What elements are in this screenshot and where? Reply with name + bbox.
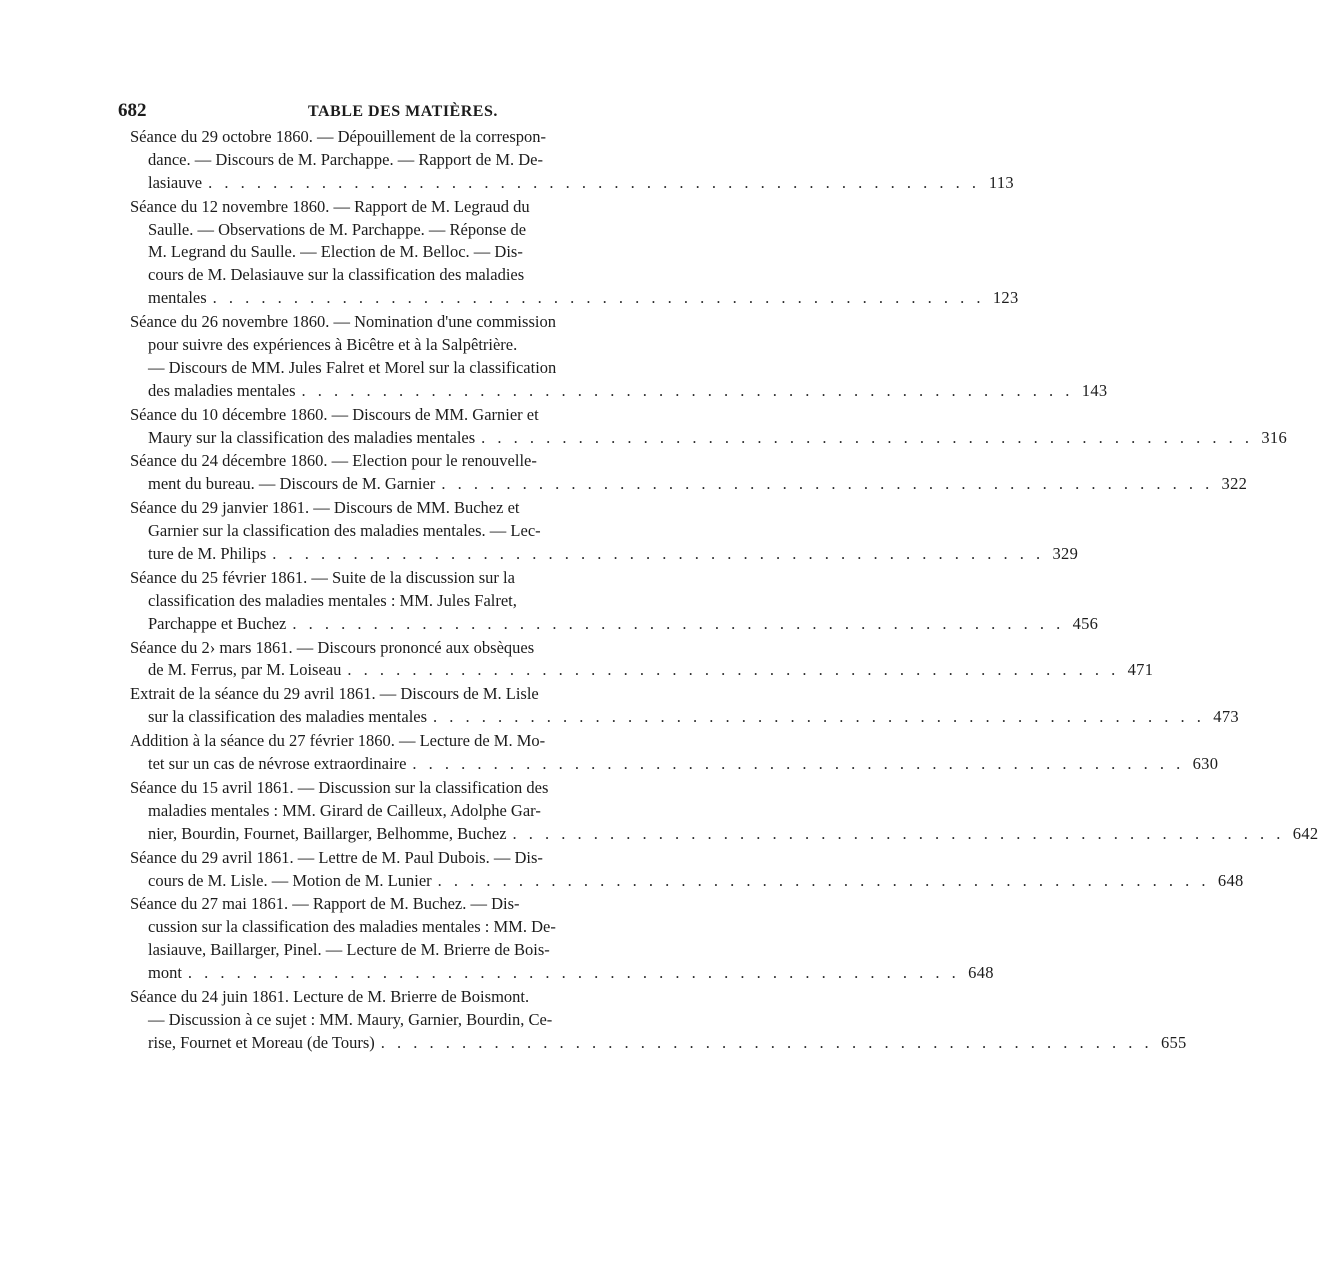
table-of-contents: [130, 126, 1318, 1056]
toc-page-number: 113: [988, 172, 1014, 192]
toc-page-number: 471: [1127, 660, 1154, 680]
dot-leader: . . . . . . . . . . . . . . . . . . . . . . . . . . . . . . . . . . . . . . . . . . . . . . . .: [512, 823, 1285, 843]
toc-entry-line: Extrait de la séance du 29 avril 1861. — Discours de M. Lisle: [130, 684, 539, 704]
dot-leader: . . . . . . . . . . . . . . . . . . . . . . . . . . . . . . . . . . . . . . . . . . . . . . . .: [212, 288, 985, 308]
toc-entry-text: Maury sur la classification des maladies mentales: [148, 427, 476, 447]
toc-entry-text: lasiauve: [148, 172, 203, 192]
toc-page-number: 456: [1072, 613, 1099, 633]
toc-entry-line: cours de M. Delasiauve sur la classification des maladies: [148, 265, 525, 285]
toc-entry-text: de M. Ferrus, par M. Loiseau: [148, 660, 342, 680]
dot-leader: . . . . . . . . . . . . . . . . . . . . . . . . . . . . . . . . . . . . . . . . . . . . . . . .: [347, 660, 1120, 680]
toc-entry-line: Séance du 29 avril 1861. — Lettre de M. Paul Dubois. — Dis-: [130, 847, 543, 867]
toc-entry-line: Séance du 29 octobre 1860. — Dépouillement de la correspon-: [130, 127, 547, 146]
toc-entry-line: Saulle. — Observations de M. Parchappe. — Réponse de: [148, 219, 527, 239]
toc-entry-last-line: [130, 823, 1318, 846]
toc-entry-line: M. Legrand du Saulle. — Election de M. Belloc. — Dis-: [148, 242, 523, 262]
toc-entry-last-line: [130, 1032, 1187, 1055]
toc-entry-line: cussion sur la classification des maladies mentales : MM. De-: [148, 917, 556, 937]
toc-entry: [130, 847, 1244, 893]
toc-entry: [130, 986, 1187, 1055]
toc-entry-text: mentales: [148, 288, 207, 308]
toc-entry-text: ture de M. Philips: [148, 544, 267, 564]
toc-entry-last-line: [130, 962, 994, 985]
toc-entry-line: classification des maladies mentales : MM. Jules Falret,: [148, 590, 517, 610]
toc-entry-text: cours de M. Lisle. — Motion de M. Lunier: [148, 870, 432, 890]
toc-entry-line: Séance du 24 juin 1861. Lecture de M. Brierre de Boismont.: [130, 986, 530, 1006]
toc-entry-line: dance. — Discours de M. Parchappe. — Rapport de M. De-: [148, 149, 543, 169]
toc-entry-text: Parchappe et Buchez: [148, 613, 287, 633]
toc-entry-line: — Discussion à ce sujet : MM. Maury, Garnier, Bourdin, Ce-: [148, 1009, 553, 1029]
running-title: TABLE DES MATIÈRES.: [308, 103, 498, 120]
toc-page-number: 322: [1221, 474, 1248, 494]
toc-page-number: 655: [1160, 1032, 1187, 1052]
dot-leader: . . . . . . . . . . . . . . . . . . . . . . . . . . . . . . . . . . . . . . . . . . . . . . . .: [380, 1032, 1153, 1052]
toc-entry-last-line: [130, 659, 1154, 682]
dot-leader: . . . . . . . . . . . . . . . . . . . . . . . . . . . . . . . . . . . . . . . . . . . . . . . .: [441, 474, 1214, 494]
toc-page-number: 316: [1261, 427, 1288, 447]
toc-entry-line: Séance du 24 décembre 1860. — Election pour le renouvelle-: [130, 451, 537, 471]
toc-entry: [130, 567, 1099, 636]
toc-entry-line: Séance du 12 novembre 1860. — Rapport de M. Legraud du: [130, 196, 530, 216]
toc-entry-last-line: [130, 870, 1244, 893]
toc-entry-line: — Discours de MM. Jules Falret et Morel sur la classification: [148, 357, 557, 377]
toc-entry: [130, 730, 1219, 776]
dot-leader: . . . . . . . . . . . . . . . . . . . . . . . . . . . . . . . . . . . . . . . . . . . . . . . .: [208, 172, 980, 192]
toc-entry-line: Garnier sur la classification des maladies mentales. — Lec-: [148, 521, 541, 541]
dot-leader: . . . . . . . . . . . . . . . . . . . . . . . . . . . . . . . . . . . . . . . . . . . . . . . .: [433, 707, 1205, 727]
toc-entry-text: des maladies mentales: [148, 380, 296, 400]
toc-entry-last-line: [130, 613, 1099, 636]
dot-leader: . . . . . . . . . . . . . . . . . . . . . . . . . . . . . . . . . . . . . . . . . . . . . . . .: [412, 754, 1185, 774]
toc-page-number: 630: [1192, 754, 1219, 774]
toc-entry: [130, 126, 1014, 195]
dot-leader: . . . . . . . . . . . . . . . . . . . . . . . . . . . . . . . . . . . . . . . . . . . . . . . .: [481, 427, 1254, 447]
toc-entry-line: Séance du 29 janvier 1861. — Discours de MM. Buchez et: [130, 498, 520, 518]
toc-entry: [130, 893, 994, 985]
toc-entry: [130, 777, 1318, 846]
toc-entry-line: Séance du 26 novembre 1860. — Nomination d'une commission: [130, 312, 556, 332]
toc-entry-text: mont: [148, 963, 182, 983]
toc-entry-line: Séance du 10 décembre 1860. — Discours de MM. Garnier et: [130, 404, 539, 424]
toc-page-number: 642: [1292, 823, 1318, 843]
toc-page-number: 329: [1052, 544, 1079, 564]
toc-entry-last-line: [130, 753, 1219, 776]
toc-page-number: 648: [968, 963, 994, 983]
toc-entry-text: tet sur un cas de névrose extraordinaire: [148, 754, 407, 774]
toc-entry-line: Séance du 27 mai 1861. — Rapport de M. Buchez. — Dis-: [130, 894, 520, 914]
toc-entry-text: rise, Fournet et Moreau (de Tours): [148, 1032, 375, 1052]
toc-entry-last-line: [130, 172, 1014, 195]
toc-entry: [130, 404, 1288, 450]
toc-page-number: 143: [1081, 380, 1108, 400]
toc-entry-line: Séance du 25 février 1861. — Suite de la discussion sur la: [130, 567, 515, 587]
toc-entry-line: Séance du 15 avril 1861. — Discussion sur la classification des: [130, 777, 549, 797]
toc-entry: [130, 196, 1019, 310]
toc-entry-last-line: [130, 706, 1239, 729]
toc-entry-last-line: [130, 473, 1248, 496]
toc-page-number: 473: [1213, 707, 1239, 727]
toc-entry: [130, 683, 1239, 729]
toc-page-number: 648: [1217, 870, 1244, 890]
dot-leader: . . . . . . . . . . . . . . . . . . . . . . . . . . . . . . . . . . . . . . . . . . . . . . . .: [292, 613, 1065, 633]
toc-entry-line: pour suivre des expériences à Bicêtre et à la Salpêtrière.: [148, 335, 518, 355]
toc-entry-last-line: [130, 427, 1288, 450]
toc-entry-text: ment du bureau. — Discours de M. Garnier: [148, 474, 436, 494]
dot-leader: . . . . . . . . . . . . . . . . . . . . . . . . . . . . . . . . . . . . . . . . . . . . . . . .: [272, 544, 1045, 564]
toc-entry-text: sur la classification des maladies mentales: [148, 707, 428, 727]
toc-entry: [130, 311, 1108, 403]
dot-leader: . . . . . . . . . . . . . . . . . . . . . . . . . . . . . . . . . . . . . . . . . . . . . . . .: [301, 380, 1074, 400]
page-number: 682: [118, 100, 147, 121]
toc-entry-last-line: [130, 543, 1079, 566]
toc-entry: [130, 497, 1079, 566]
toc-entry-text: nier, Bourdin, Fournet, Baillarger, Belhomme, Buchez: [148, 823, 507, 843]
dot-leader: . . . . . . . . . . . . . . . . . . . . . . . . . . . . . . . . . . . . . . . . . . . . . . . .: [187, 963, 960, 983]
dot-leader: . . . . . . . . . . . . . . . . . . . . . . . . . . . . . . . . . . . . . . . . . . . . . . . .: [437, 870, 1210, 890]
toc-entry-line: lasiauve, Baillarger, Pinel. — Lecture de M. Brierre de Bois-: [148, 940, 550, 960]
toc-entry-line: maladies mentales : MM. Girard de Cailleux, Adolphe Gar-: [148, 800, 541, 820]
toc-page-number: 123: [992, 288, 1019, 308]
toc-entry-last-line: [130, 287, 1019, 310]
toc-entry: [130, 637, 1154, 683]
toc-entry: [130, 450, 1248, 496]
toc-entry-line: Séance du 2› mars 1861. — Discours prononcé aux obsèques: [130, 637, 535, 657]
toc-entry-line: Addition à la séance du 27 février 1860. — Lecture de M. Mo-: [130, 731, 546, 751]
toc-entry-last-line: [130, 380, 1108, 403]
